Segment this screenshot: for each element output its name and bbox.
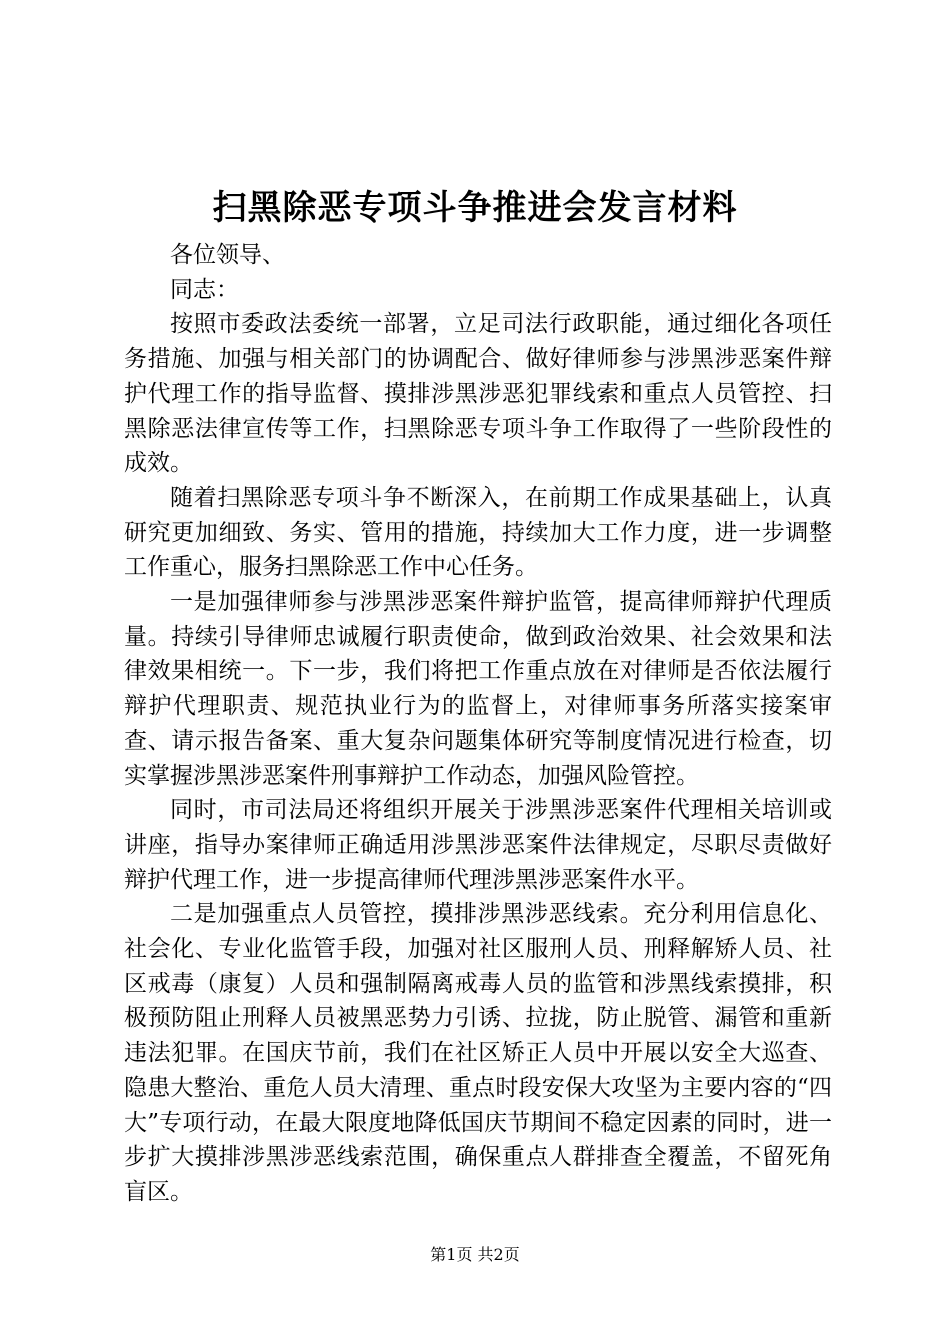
body-paragraph: 随着扫黑除恶专项斗争不断深入，在前期工作成果基础上，认真研究更加细致、务实、管用的措施，持续加大工作力度，进一步调整工作重心，服务扫黑除恶工作中心任务。 — [124, 484, 832, 581]
body-paragraph: 一是加强律师参与涉黑涉恶案件辩护监管，提高律师辩护代理质量。持续引导律师忠诚履行职责使命，做到政治效果、社会效果和法律效果相统一。下一步，我们将把工作重点放在对律师是否依法履行辩护代理职责、规范执业行为的监督上，对律师事务所落实接案审查、请示报告备案、重大复杂问题集体研究等制度情况进行检查，切实掌握涉黑涉恶案件刑事辩护工作动态，加强风险管控。 — [124, 589, 832, 789]
body-paragraph: 按照市委政法委统一部署，立足司法行政职能，通过细化各项任务措施、加强与相关部门的协调配合、做好律师参与涉黑涉恶案件辩护代理工作的指导监督、摸排涉黑涉恶犯罪线索和重点人员管控、扫黑除恶法律宣传等工作，扫黑除恶专项斗争工作取得了一些阶段性的成效。 — [124, 311, 832, 477]
page-footer: 第1页 共2页 — [430, 1245, 520, 1264]
salutation-line: 各位领导、 — [170, 242, 285, 268]
body-paragraph: 二是加强重点人员管控，摸排涉黑涉恶线索。充分利用信息化、社会化、专业化监管手段，加强对社区服刑人员、刑释解矫人员、社区戒毒（康复）人员和强制隔离戒毒人员的监管和涉黑线索摸排，积极预防阻止刑释人员被黑恶势力引诱、拉拢，防止脱管、漏管和重新违法犯罪。在国庆节前，我们在社区矫正人员中开展以安全大巡查、隐患大整治、重危人员大清理、重点时段安保大攻坚为主要内容的“四大”专项行动，在最大限度地降低国庆节期间不稳定因素的同时，进一步扩大摸排涉黑涉恶线索范围，确保重点人群排查全覆盖，不留死角盲区。 — [124, 901, 832, 1205]
body-paragraph: 同时，市司法局还将组织开展关于涉黑涉恶案件代理相关培训或讲座，指导办案律师正确适用涉黑涉恶案件法律规定，尽职尽责做好辩护代理工作，进一步提高律师代理涉黑涉恶案件水平。 — [124, 797, 832, 893]
document-body — [124, 238, 832, 1210]
document-title: 扫黑除恶专项斗争推进会发言材料 — [212, 188, 738, 228]
salutation-line: 同志： — [170, 276, 239, 303]
